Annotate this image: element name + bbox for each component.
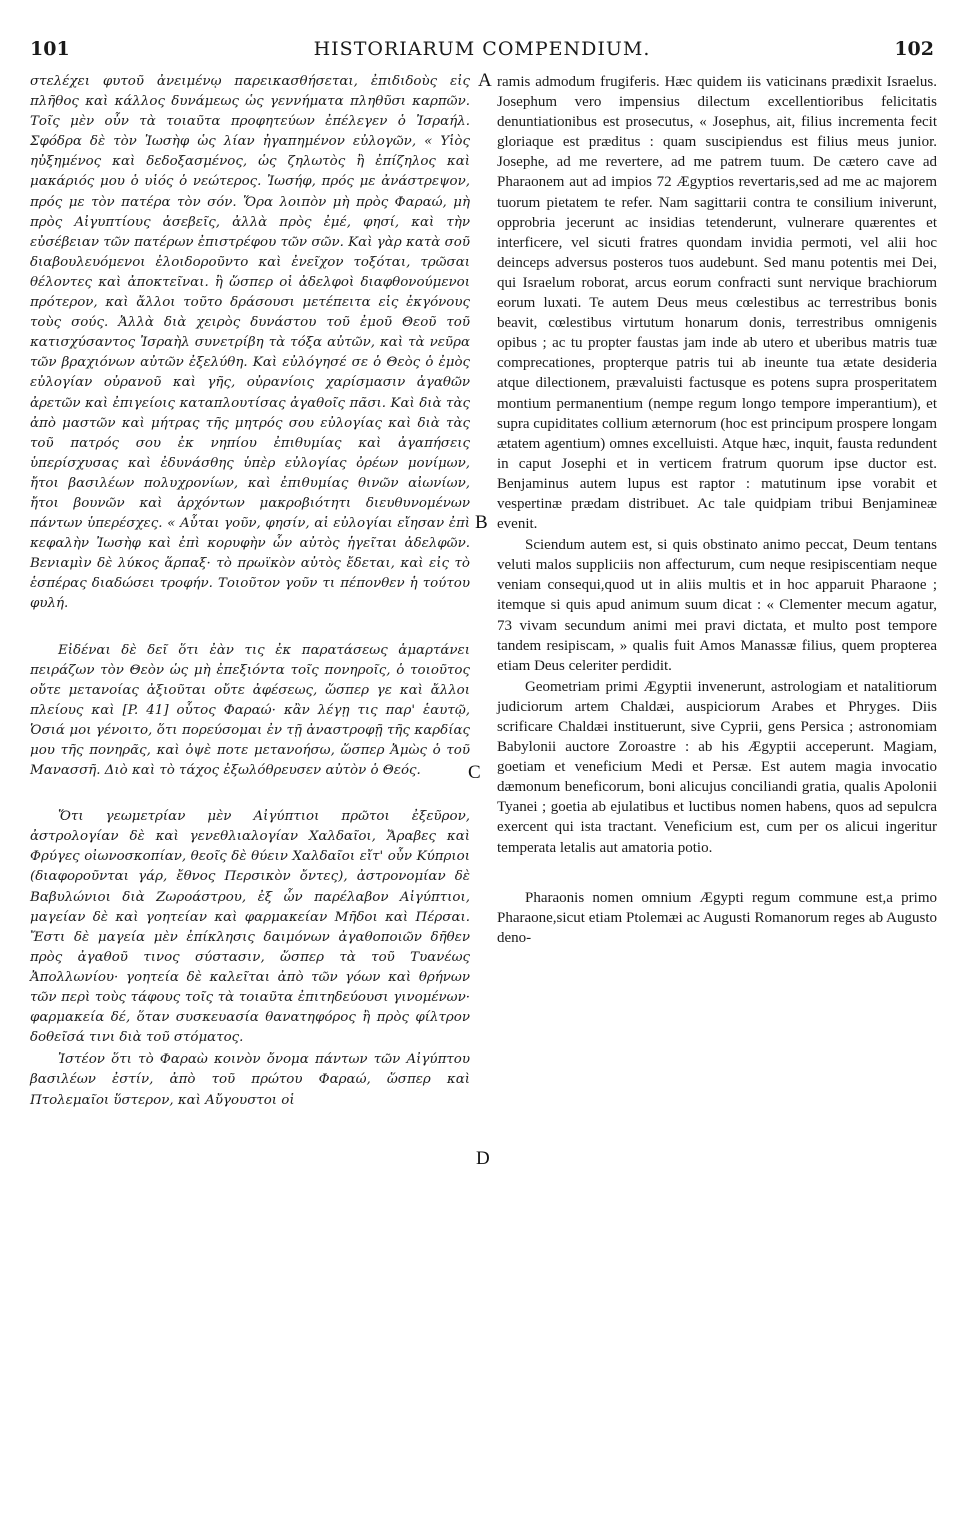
page-number-right: 102 (894, 38, 934, 60)
greek-paragraph-4: Ἰστέον ὅτι τὸ Φαραὼ κοινὸν ὄνομα πάντων τῶν Αἰγύπτου βασιλέων ἐστίν, ἀπὸ τοῦ πρώτου Φαραώ, ὥσπερ καὶ Πτολεμαῖοι ὕστερον, καὶ Αὔγουστοι οἱ (30, 1052, 470, 1108)
margin-letter-a: A (478, 70, 492, 91)
margin-letter-c: C (468, 762, 481, 783)
greek-paragraph-2: Εἰδέναι δὲ δεῖ ὅτι ἐὰν τις ἐκ παρατάσεως ἁμαρτάνει πειράζων τὸν Θεὸν ὡς μὴ ἐπεξιόντα τοῖς πονηροῖς, ὁ τοιοῦτος οὔτε μετανοίας ἀξιοῦται οὔτε ἀφέσεως, ὥσπερ γε καὶ ἄλλοι πλείους καὶ [P. 41] οὗτος Φαραώ· κἂν λέγῃ τις παρ' ἑαυτῷ, Ὁσιά μοι γένοιτο, ὅτι πορεύσομαι ἐν τῇ ἀναστροφῇ τῆς καρδίας μου τῆς πονηρᾶς, καὶ ὀψὲ ποτε μετανοήσω, ὥσπερ Ἀμὼς ὁ τοῦ Μανασσῆ. Διὸ καὶ τὸ τάχος ἐξωλόθρευσεν αὐτὸν ὁ Θεός. (30, 642, 470, 779)
greek-column (30, 72, 470, 1111)
latin-paragraph-4: Pharaonis nomen omnium Ægypti regum commune est,a primo Pharaone,sicut etiam Ptolemæi ac Augusti Romanorum reges ab Augusto deno- (497, 889, 937, 946)
running-title: HISTORIARUM COMPENDIUM. (313, 38, 651, 60)
greek-paragraph-3: Ὅτι γεωμετρίαν μὲν Αἰγύπτιοι πρῶτοι ἐξεῦρον, ἀστρολογίαν δὲ καὶ γενεθλιαλογίαν Χαλδαῖοι, Ἄραβες καὶ Φρύγες οἰωνοσκοπίαν, θεοῖς δὲ θύειν Χαλδαῖοι εἴτ' οὖν Κύπριοι (διαφοροῦνται γάρ, ἔθνος Περσικὸν ὄντες), ἀστρονομίαν δὲ Βαβυλώνιοι διὰ Ζωροάστρου, ἐξ ὧν παρέλαβον Αἰγύπτιοι, μαγείαν δὲ καὶ γοητείαν καὶ φαρμακείαν Μῆδοι καὶ Πέρσαι. Ἔστι δὲ μαγεία μὲν ἐπίκλησις δαιμόνων ἀγαθοποιῶν δῆθεν πρὸς ἀγαθοῦ τινος σύστασιν, ὥσπερ τὰ τοῦ Τυανέως Ἀπολλωνίου· γοητεία δὲ καλεῖται ἀπὸ τῶν γόων καὶ θρήνων τῶν περὶ τοὺς τάφους τοῖς τὰ τοιαῦτα ἐπιτηδεύουσι γινομένων· φαρμακεία δέ, ὅταν συσκευασία θανατηφόρος ἢ πρὸς φίλτρον δοθεῖσά τινι διὰ τοῦ στόματος. (30, 809, 470, 1046)
greek-paragraph-1: στελέχει φυτοῦ ἀνειμένῳ παρεικασθήσεται, ἐπιδιδοὺς εἰς πλῆθος καὶ κάλλος δυνάμεως ὡς γεννήματα πληθῦσι καρπῶν. Τοῖς μὲν οὖν τὰ τοιαῦτα προφητεύων ἐπέλεγεν ὁ Ἰσραήλ. Σφόδρα δὲ τὸν Ἰωσὴφ ὡς λίαν ἠγαπημένον εὐλογῶν, « Υἱὸς ηὐξημένος καὶ δεδοξασμένος, ὡς ζηλωτὸς ἢ ἐπίζηλος καὶ μακάριός μου ὁ υἱός ὁ νεώτερος. Ἰωσήφ, πρός με ἀνάστρεψον, πρός με τὸν πατέρα τὸν σόν. Ὅρα λοιπὸν μὴ πρὸς Φαραώ, μὴ πρὸς Αἰγυπτίους ἀσεβεῖς, ἀλλὰ πρὸς ἐμέ, φησί, καὶ τὴν εὐσέβειαν τῶν πατέρων ἐπιστρέφου τῶν σῶν. Καὶ γὰρ κατὰ σοῦ διαβουλευόμενοι ἐλοιδοροῦντο καὶ ἐνεῖχον τοξόται, τρῶσαι θέλοντες καὶ ἀποκτεῖναι. ἢ ὥσπερ οἱ ἀδελφοὶ διαφθονούμενοι πρότερον, καὶ ἄλλοι τοῦτο δράσουσι μετέπειτα εἰς ἐκγόνους τοὺς σούς. Ἀλλὰ διὰ χειρὸς δυνάστου τοῦ ἐμοῦ Θεοῦ τοῦ κατισχύσαντος Ἰσραὴλ συνετρίβη τὰ τόξα αὐτῶν, καὶ τὰ νεῦρα τῶν βραχιόνων αὐτῶν ἐξελύθη. Καὶ εὐλόγησέ σε ὁ Θεὸς ὁ ἐμὸς εὐλογίαν οὐρανοῦ καὶ γῆς, οὐρανίοις χαρίσμασιν ἀγαθῶν ἀρετῶν καὶ ἐπιγείοις καταπλουτίσας ἀγαθοῖς πᾶσι. Καὶ διὰ τὰς ἀπὸ μαστῶν καὶ μήτρας τῆς μητρός σου εὐλογίας καὶ διὰ τὰς τοῦ πατρός σου ἐκ νηπίου ἐπιθυμίας καὶ ἀγαπήσεις ὑπερίσχυσας καὶ ἐδυνάσθης ὑπὲρ εὐλογίας ὀρέων μονίμων, ἤτοι βασιλέων πολυχρονίων, καὶ ἐπιθυμίας θινῶν αἰωνίων, ἤτοι βουνῶν καὶ ἀρχόντων μακροβιότητι διευθυνομένων πάντων ὑπερέσχες. « Αὗται γοῦν, φησίν, αἱ εὐλογίαι εἴησαν ἐπὶ κεφαλὴν Ἰωσὴφ καὶ ἐπὶ κορυφὴν ὧν αὐτὸς ἡγεῖται ἀδελφῶν. Βενιαμὶν δὲ λύκος ἅρπαξ· τὸ πρωϊκὸν αὐτὸς ἔδεται, καὶ εἰς τὸ ἑσπέρας διαδώσει τροφήν. Τοιοῦτον γοῦν τι πέπονθεν ἡ τούτου φυλή. (30, 74, 470, 612)
latin-paragraph-1: ramis admodum frugiferis. Hæc quidem iis vaticinans prædixit Israelus. Josephum vero impensius dilectum excellentioribus felicitatis denuntiationibus est prosecutus, « Josephus, ait, filius incrementa fecit gloriaque est præditus : quam suscipiendus est filius meus junior. Josephe, ad me revertere, ad me patrem tuum. De cætero cave ad Pharaonem aut ad impios 72 Ægyptios revertaris,sed ad me ac majorem tuorum pietatem te refer. Nam sagittarii contra te consilium iniverunt, opprobria jecerunt ac insidias tetenderunt, vulnerare quærentes et interficere, vel sicuti fratres quondam invidia permoti, vel alii hoc deinceps adversus posteros tuos audebunt. Sed manu potentis mei Dei, qui Israelum roborat, arcus eorum confracti sunt nervique brachiorum eorum luxati. Te autem Deus meus cœlestibus ac terrestribus bonis beavit, cœlestibus virtutum honarum donis, terrestribus omnigenis opibus ; ac tu propter faustas jam inde ab utero et uberibus matris tuæ comprecationes, propterque patris tui ab ineunte tua ætate desideria atque dilectionem, prævaluisti factusque es potens supra prosperitatem montium permanentium (nempe regum longo tempore imperantium), et supra cupiditates collium æternorum (hoc est principum prospere longam ætatem agentium) omnes excelluisti. Atque hæc, inquit, fausta redundent in caput Josephi et in verticem fratrum quorum ipse ductor est. Benjaminus autem lupus est raptor : matutinum ipse vorabit et vespertinæ prædam distribuet. Ac tale quidpiam tribui Benjamineæ evenit. (497, 74, 937, 533)
latin-column (497, 72, 937, 948)
latin-paragraph-3: Geometriam primi Ægyptii invenerunt, astrologiam et natalitiorum judiciorum artem Chaldæi, auspiciorum Arabes et Phryges. Diis scrificare Chaldæi instituerunt, sive Cyprii, gens Persica ; astronomiam Babylonii auctore Zoroastre : ab his Ægyptii acceperunt. Magiam, goetiam et veneficium Medi et Persæ. Est autem magia invocatio dæmonum beneficorum, boni alicujus conciliandi gratia, qualis Apolonii Tyanei ; goetia ab ejulatibus et luctibus nomen habens, quos ad sepulcra exercent qui ista tractant. Veneficium est, cum per os alicui ingeritur temperata letalis aut amatoria potio. (497, 678, 937, 856)
margin-letter-b: B (475, 512, 488, 533)
page-number-left: 101 (30, 38, 70, 60)
margin-letter-d: D (476, 1148, 490, 1169)
latin-paragraph-2: Sciendum autem est, si quis obstinato animo peccat, Deum tentans veluti malos suppliciis non affecturum, cum neque resipiscentiam neque veniam consequi,quod ut in aliis multis et in hoc apparuit Pharaone ; itemque si quis apud animum suum dicat : « Clementer mecum agatur, 73 vivam secundum animi mei pravi dictata, et multo post tempore tandem resipiscam, » qualis fuit Amos Manassæ filius, quem propterea etiam Deus celeriter perdidit. (497, 537, 937, 674)
running-header (30, 38, 934, 68)
